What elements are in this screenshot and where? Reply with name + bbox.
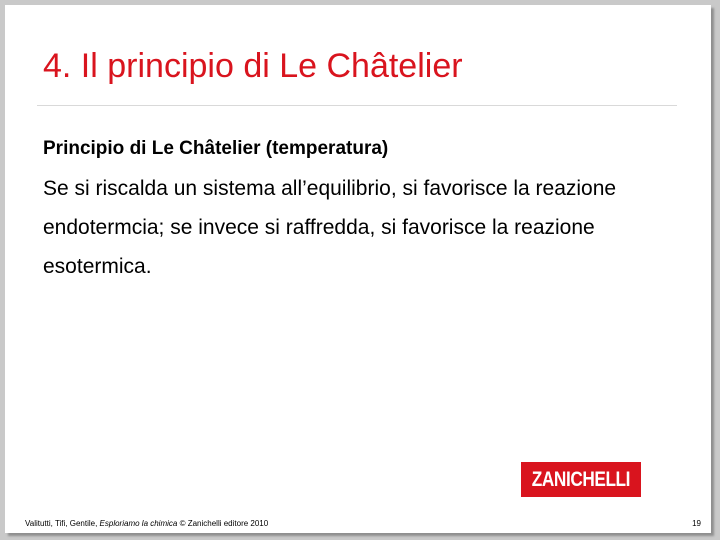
footer-authors: Valitutti, Tifi, Gentile, (25, 519, 100, 528)
title-divider (37, 105, 677, 106)
zanichelli-logo (521, 462, 641, 497)
slide-body-text: Se si riscalda un sistema all’equilibrio, si favorisce la reazione endotermcia; se invece si raffredda, si favorisce la reazione esotermica. (43, 177, 617, 278)
page-number: 19 (692, 519, 701, 528)
footer-credits (25, 519, 268, 528)
slide (5, 5, 711, 533)
logo-text: ZANICHELLI (531, 467, 631, 491)
footer-book-title: Esploriamo la chimica (99, 519, 178, 528)
footer-copyright: © Zanichelli editore 2010 (177, 519, 269, 528)
slide-subtitle: Principio di Le Châtelier (temperatura) (43, 138, 389, 159)
slide-title: 4. Il principio di Le Châtelier (43, 47, 463, 85)
